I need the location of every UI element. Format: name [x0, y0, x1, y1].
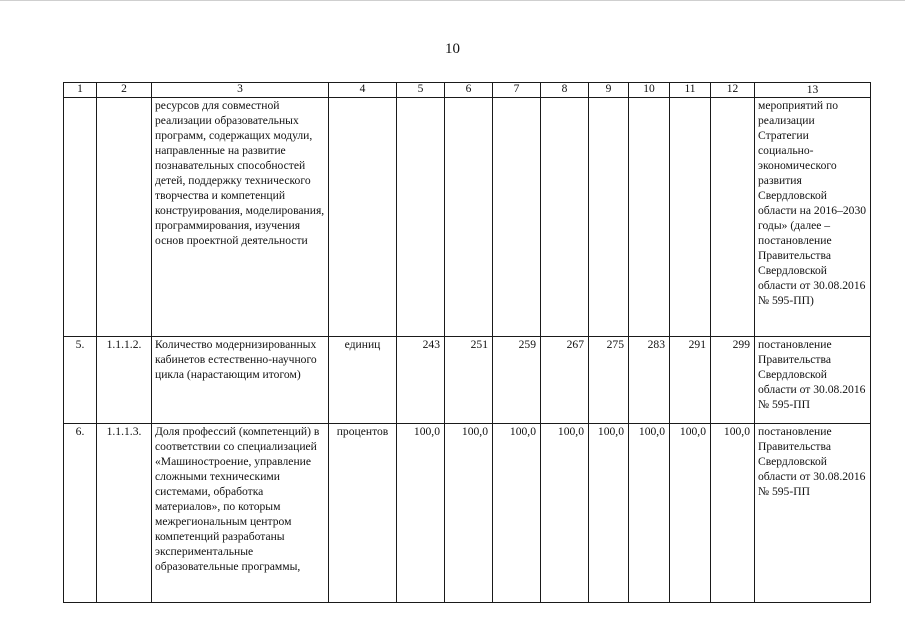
indicators-table	[63, 82, 871, 603]
indicator-name-cell: ресурсов для совместной реализации образовательных программ, содержащих модули, направленные на развитие познавательных способностей детей, поддержку технического творчества и компетенций конструирования, моделирования, программирования, изучения основ проектной деятельности	[152, 98, 329, 337]
unit-cell	[329, 98, 397, 337]
indicator-code-cell: 1.1.1.2.	[97, 337, 152, 424]
value-cell-7: 100,0	[670, 424, 711, 603]
column-number-6: 6	[445, 83, 493, 98]
indicator-name-cell: Доля профессий (компетенций) в соответствии со специализацией «Машиностроение, управление сложными техническими системами, обработка материалов», по которым межрегиональным центром компетенций разработаны экспериментальные образовательные программы,	[152, 424, 329, 603]
value-cell-6: 283	[629, 337, 670, 424]
value-cell-3: 259	[493, 337, 541, 424]
value-cell-8: 299	[711, 337, 755, 424]
column-number-9: 9	[589, 83, 629, 98]
column-number-7: 7	[493, 83, 541, 98]
indicator-code-cell: 1.1.1.3.	[97, 424, 152, 603]
value-cell-5: 100,0	[589, 424, 629, 603]
value-cell-4: 100,0	[541, 424, 589, 603]
column-number-4: 4	[329, 83, 397, 98]
value-cell-8	[711, 98, 755, 337]
table-row-6	[64, 424, 871, 603]
value-cell-5: 275	[589, 337, 629, 424]
indicator-code-cell	[97, 98, 152, 337]
page-number: 10	[445, 41, 460, 57]
value-cell-7: 291	[670, 337, 711, 424]
value-cell-4: 267	[541, 337, 589, 424]
value-cell-2: 251	[445, 337, 493, 424]
value-cell-7	[670, 98, 711, 337]
indicator-name-cell: Количество модернизированных кабинетов естественно-научного цикла (нарастающим итогом)	[152, 337, 329, 424]
value-cell-3: 100,0	[493, 424, 541, 603]
value-cell-4	[541, 98, 589, 337]
value-cell-2	[445, 98, 493, 337]
table-row-continuation	[64, 98, 871, 337]
row-number-cell: 6.	[64, 424, 97, 603]
source-basis-cell: мероприятий по реализации Стратегии социально-экономического развития Свердловской области на 2016–2030 годы» (далее – постановление Правительства Свердловской области от 30.08.2016 № 595-ПП)	[755, 98, 871, 337]
value-cell-1: 243	[397, 337, 445, 424]
value-cell-1	[397, 98, 445, 337]
column-number-3: 3	[152, 83, 329, 98]
value-cell-1: 100,0	[397, 424, 445, 603]
row-number-cell: 5.	[64, 337, 97, 424]
value-cell-5	[589, 98, 629, 337]
column-number-8: 8	[541, 83, 589, 98]
column-number-10: 10	[629, 83, 670, 98]
source-basis-cell: постановление Правительства Свердловской области от 30.08.2016 № 595-ПП	[755, 337, 871, 424]
column-number-1: 1	[64, 83, 97, 98]
value-cell-2: 100,0	[445, 424, 493, 603]
column-number-5: 5	[397, 83, 445, 98]
column-number-11: 11	[670, 83, 711, 98]
column-number-2: 2	[97, 83, 152, 98]
value-cell-6: 100,0	[629, 424, 670, 603]
value-cell-6	[629, 98, 670, 337]
scan-top-edge	[0, 0, 905, 1]
source-basis-cell: постановление Правительства Свердловской области от 30.08.2016 № 595-ПП	[755, 424, 871, 603]
column-number-12: 12	[711, 83, 755, 98]
column-number-13: 13	[755, 83, 871, 98]
value-cell-3	[493, 98, 541, 337]
table-row-5	[64, 337, 871, 424]
row-number-cell	[64, 98, 97, 337]
column-number-header-row	[64, 83, 871, 98]
value-cell-8: 100,0	[711, 424, 755, 603]
unit-cell: процентов	[329, 424, 397, 603]
unit-cell: единиц	[329, 337, 397, 424]
